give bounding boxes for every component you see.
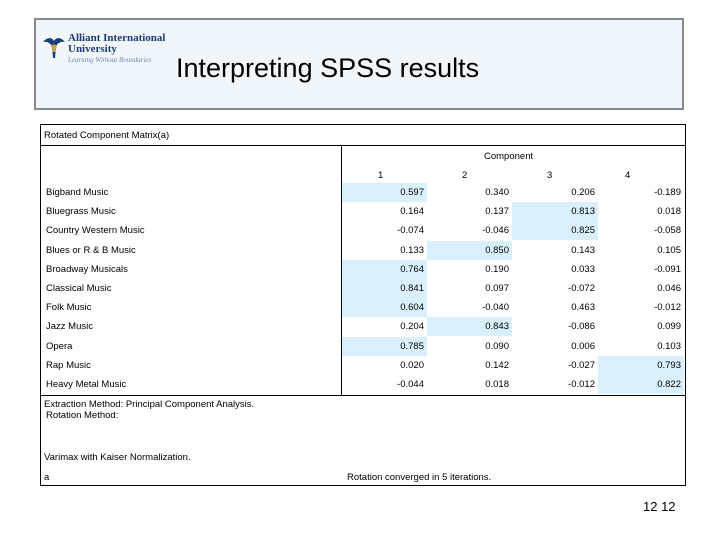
row-label: Broadway Musicals: [46, 263, 128, 275]
table-cell: 0.097: [485, 283, 509, 294]
table-cell: 0.463: [571, 302, 595, 314]
table-cell: 0.785: [342, 337, 427, 356]
row-label: Rap Music: [46, 359, 91, 371]
table-cell: 0.206: [571, 187, 595, 198]
component-header: Component: [484, 151, 534, 162]
table-cell: -0.058: [654, 225, 681, 237]
eagle-icon: [42, 34, 66, 60]
row-label: Bluegrass Music: [46, 206, 116, 218]
table-cell: 0.793: [598, 356, 684, 375]
table-cell: 0.850: [427, 241, 512, 260]
table-cell: -0.189: [654, 187, 681, 198]
column-header-4: 4: [625, 170, 631, 181]
column-header-2: 2: [462, 170, 468, 181]
column-header-3: 3: [547, 170, 553, 181]
table-cell: 0.204: [400, 321, 424, 333]
table-cell: 0.046: [657, 283, 681, 294]
table-cell: 0.137: [485, 206, 509, 218]
row-label: Bigband Music: [46, 187, 109, 198]
logo-tagline: Learning Without Boundaries: [68, 56, 152, 64]
table-cell: 0.822: [598, 375, 684, 394]
table-cell: 0.033: [571, 263, 595, 275]
table-cell: -0.044: [397, 379, 424, 390]
table-cell: 0.105: [657, 244, 681, 256]
row-label: Heavy Metal Music: [46, 379, 127, 390]
table-cell: 0.099: [657, 321, 681, 333]
table-cell: 0.841: [342, 279, 427, 298]
table-cell: 0.020: [400, 359, 424, 371]
table-cell: -0.072: [568, 283, 595, 294]
table-cell: 0.843: [427, 317, 512, 336]
page-title: Interpreting SPSS results: [176, 53, 480, 83]
table-cell: 0.143: [571, 244, 595, 256]
slide-header: [34, 18, 684, 110]
table-cell: 0.825: [512, 221, 598, 240]
footer-note-a: a: [44, 472, 50, 483]
footer-varimax: Varimax with Kaiser Normalization.: [44, 452, 191, 463]
table-cell: 0.604: [342, 298, 427, 317]
column-header-1: 1: [378, 170, 384, 181]
table-cell: 0.813: [512, 202, 598, 221]
table-cell: -0.012: [654, 302, 681, 314]
logo-line2: University: [68, 43, 117, 55]
table-cell: 0.190: [485, 263, 509, 275]
row-label: Country Western Music: [46, 225, 145, 237]
row-label: Folk Music: [46, 302, 92, 314]
table-cell: 0.006: [571, 340, 595, 352]
table-cell: -0.074: [397, 225, 424, 237]
table-cell: -0.027: [568, 359, 595, 371]
table-cell: -0.091: [654, 263, 681, 275]
footer-rotation: Rotation Method:: [46, 410, 119, 421]
page-number: 12 12: [643, 499, 676, 514]
table-cell: 0.018: [485, 379, 509, 390]
logo-line1: Alliant International: [68, 32, 166, 44]
table-cell: 0.090: [485, 340, 509, 352]
table-cell: -0.086: [568, 321, 595, 333]
row-label: Blues or R & B Music: [46, 244, 136, 256]
university-logo: [42, 28, 164, 70]
row-label: Opera: [46, 340, 73, 352]
table-cell: 0.142: [485, 359, 509, 371]
footer-extraction: Extraction Method: Principal Component Analysis.: [44, 399, 255, 410]
table-cell: 0.340: [485, 187, 509, 198]
table-cell: 0.018: [657, 206, 681, 218]
row-label: Classical Music: [46, 283, 112, 294]
table-cell: 0.103: [657, 340, 681, 352]
table-divider: [40, 395, 686, 396]
table-cell: -0.040: [482, 302, 509, 314]
table-caption: Rotated Component Matrix(a): [44, 130, 170, 141]
table-cell: 0.164: [400, 206, 424, 218]
row-label: Jazz Music: [46, 321, 93, 333]
table-cell: 0.133: [400, 244, 424, 256]
table-divider: [40, 145, 686, 146]
table-cell: -0.012: [568, 379, 595, 390]
table-cell: 0.597: [342, 183, 427, 202]
table-cell: -0.046: [482, 225, 509, 237]
footer-converged: Rotation converged in 5 iterations.: [347, 472, 492, 483]
table-cell: 0.764: [342, 260, 427, 279]
